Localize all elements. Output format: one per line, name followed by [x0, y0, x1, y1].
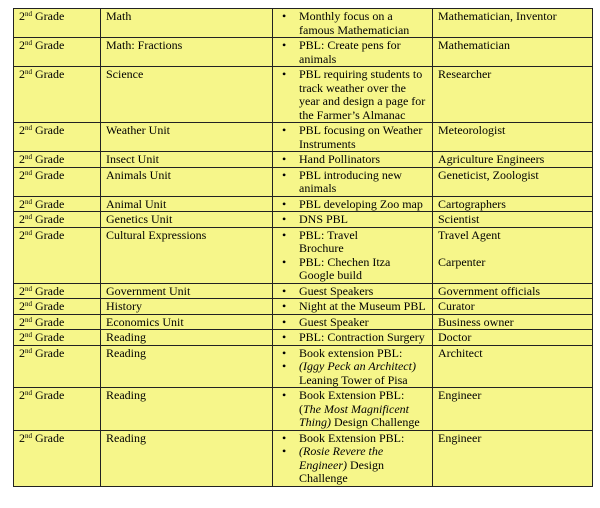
grade-cell [14, 345, 101, 388]
grade-cell [14, 430, 101, 486]
activity-item [278, 213, 428, 227]
grade-number: 2 [19, 212, 25, 226]
subject-cell: Math: Fractions [101, 38, 273, 67]
grade-cell [14, 9, 101, 38]
grade-number: 2 [19, 330, 25, 344]
occupation-cell [433, 152, 593, 168]
grade-suffix: nd [25, 124, 32, 132]
occupation-text: Architect [438, 345, 483, 360]
activity-list [278, 124, 428, 151]
activity-item [278, 285, 428, 299]
book-title: The Most Magnificent Thing) [299, 401, 409, 429]
occupation-text: Carpenter [438, 254, 486, 269]
grade-cell [14, 299, 101, 315]
activity-item [278, 153, 428, 167]
occupation-cell [433, 67, 593, 123]
grade-suffix: nd [25, 213, 32, 221]
activity-text: Brochure [299, 241, 344, 255]
grade-number: 2 [19, 167, 25, 182]
activity-cell [273, 9, 433, 38]
activity-text: Guest Speakers [299, 283, 374, 298]
occupation-text: Doctor [438, 330, 472, 344]
activity-cell [273, 152, 433, 168]
activity-cell [273, 196, 433, 212]
table-row [14, 67, 593, 123]
occupation-cell [433, 212, 593, 228]
activity-item [278, 198, 428, 212]
activity-suffix: Design Challenge [331, 415, 420, 429]
activity-text: PBL developing Zoo map [299, 196, 423, 211]
grade-cell [14, 167, 101, 196]
grade-suffix: nd [25, 331, 32, 339]
activity-cell [273, 314, 433, 330]
occupation-text: Engineer [438, 388, 482, 402]
activity-cell [273, 283, 433, 299]
grade-cell [14, 38, 101, 67]
occupation-cell [433, 388, 593, 431]
subject-cell: Genetics Unit [101, 212, 273, 228]
activity-cell [273, 227, 433, 283]
activity-list [278, 153, 428, 167]
activity-item [278, 403, 428, 430]
subject-cell: Animals Unit [101, 167, 273, 196]
grade-word: Grade [32, 430, 65, 445]
grade-word: Grade [32, 283, 65, 298]
subject-cell: Reading [101, 330, 273, 346]
subject-cell: Science [101, 67, 273, 123]
table-row [14, 330, 593, 346]
activity-list [278, 347, 428, 388]
activity-item [278, 10, 428, 37]
subject-cell: Math [101, 9, 273, 38]
activity-cell [273, 38, 433, 67]
grade-number: 2 [19, 38, 25, 52]
activity-cell [273, 167, 433, 196]
activity-text: PBL introducing new animals [299, 167, 402, 195]
activity-list [278, 198, 428, 212]
grade-suffix: nd [25, 284, 32, 293]
occupation-cell [433, 167, 593, 196]
table-row [14, 167, 593, 196]
subject-cell: Government Unit [101, 283, 273, 299]
activity-item [278, 229, 428, 243]
occupation-spacer [438, 242, 588, 256]
table-row [14, 430, 593, 486]
grade-number: 2 [19, 152, 25, 166]
activity-item [278, 256, 428, 283]
grade-cell [14, 67, 101, 123]
subject-cell: Cultural Expressions [101, 227, 273, 283]
activity-list [278, 432, 428, 486]
activity-text: PBL focusing on Weather Instruments [299, 123, 423, 151]
activity-cell [273, 212, 433, 228]
activity-cell [273, 123, 433, 152]
activity-suffix: Leaning Tower of Pisa [299, 372, 408, 387]
activity-list [278, 285, 428, 299]
occupation-cell [433, 123, 593, 152]
occupation-text: Cartographers [438, 196, 506, 211]
subject-cell: Economics Unit [101, 314, 273, 330]
activity-text: Hand Pollinators [299, 152, 380, 166]
subject-cell: Insect Unit [101, 152, 273, 168]
activity-cell [273, 430, 433, 486]
activity-item [278, 347, 428, 361]
activity-text: PBL: Chechen Itza Google build [299, 254, 391, 282]
activity-list [278, 213, 428, 227]
activity-item [278, 432, 428, 446]
book-title: (Iggy Peck an Architect) [299, 359, 416, 373]
occupation-text: Engineer [438, 430, 482, 445]
grade-suffix: nd [25, 300, 32, 308]
activity-text: Night at the Museum PBL [299, 299, 426, 313]
table-row [14, 388, 593, 431]
grade-cell [14, 227, 101, 283]
occupation-text: Geneticist, Zoologist [438, 167, 539, 182]
grade-cell [14, 330, 101, 346]
activity-item [278, 39, 428, 66]
activity-text: DNS PBL [299, 212, 349, 226]
grade-number: 2 [19, 388, 25, 402]
activity-list [278, 169, 428, 196]
activity-item [278, 360, 428, 387]
activity-prefix: ( [299, 401, 303, 416]
activity-text: PBL: Contraction Surgery [299, 330, 425, 344]
grade-word: Grade [32, 9, 65, 23]
grade-suffix: nd [25, 197, 32, 206]
occupation-text: Business owner [438, 314, 514, 329]
table-row [14, 299, 593, 315]
grade-cell [14, 314, 101, 330]
activity-cell [273, 67, 433, 123]
grade-word: Grade [32, 167, 65, 182]
grade-number: 2 [19, 283, 25, 298]
curriculum-table [13, 8, 593, 487]
table-row [14, 314, 593, 330]
activity-item [278, 242, 428, 256]
subject-cell: Animal Unit [101, 196, 273, 212]
activity-item [278, 124, 428, 151]
activity-list [278, 68, 428, 122]
occupation-text: Researcher [438, 67, 492, 81]
occupation-cell [433, 283, 593, 299]
activity-list [278, 300, 428, 314]
activity-cell [273, 345, 433, 388]
grade-number: 2 [19, 9, 25, 23]
occupation-cell [433, 345, 593, 388]
activity-suffix: Design Challenge [299, 457, 384, 485]
grade-cell [14, 123, 101, 152]
grade-word: Grade [32, 330, 65, 344]
grade-number: 2 [19, 67, 25, 81]
occupation-text: Travel Agent [438, 227, 501, 242]
table-body [14, 9, 593, 487]
grade-word: Grade [32, 152, 65, 166]
occupation-text: Mathematician, Inventor [438, 9, 557, 23]
activity-item [278, 445, 428, 486]
grade-cell [14, 212, 101, 228]
grade-suffix: nd [25, 389, 32, 397]
table-row [14, 283, 593, 299]
grade-word: Grade [32, 212, 65, 226]
grade-number: 2 [19, 345, 25, 360]
activity-item [278, 316, 428, 330]
table-row [14, 345, 593, 388]
grade-number: 2 [19, 299, 25, 313]
grade-word: Grade [32, 388, 65, 402]
grade-word: Grade [32, 227, 65, 242]
grade-word: Grade [32, 38, 65, 52]
occupation-text: Scientist [438, 212, 480, 226]
occupation-cell [433, 430, 593, 486]
grade-suffix: nd [25, 153, 32, 161]
table-row [14, 196, 593, 212]
activity-item [278, 169, 428, 196]
activity-cell [273, 330, 433, 346]
occupation-cell [433, 314, 593, 330]
occupation-text: Government officials [438, 283, 541, 298]
grade-cell [14, 196, 101, 212]
grade-suffix: nd [25, 10, 32, 18]
occupation-cell [433, 227, 593, 283]
grade-suffix: nd [25, 346, 32, 355]
grade-word: Grade [32, 196, 65, 211]
activity-item [278, 68, 428, 122]
occupation-cell [433, 9, 593, 38]
grade-cell [14, 283, 101, 299]
activity-cell [273, 299, 433, 315]
grade-word: Grade [32, 123, 65, 137]
grade-number: 2 [19, 430, 25, 445]
grade-number: 2 [19, 123, 25, 137]
grade-suffix: nd [25, 228, 32, 237]
grade-cell [14, 152, 101, 168]
subject-cell: History [101, 299, 273, 315]
table-row [14, 152, 593, 168]
occupation-cell [433, 38, 593, 67]
activity-item [278, 389, 428, 403]
grade-word: Grade [32, 67, 65, 81]
activity-text: Monthly focus on a famous Mathematician [299, 9, 410, 37]
occupation-text: Curator [438, 299, 475, 313]
table-row [14, 212, 593, 228]
occupation-cell [433, 196, 593, 212]
grade-suffix: nd [25, 431, 32, 440]
occupation-cell [433, 299, 593, 315]
activity-list [278, 229, 428, 283]
subject-cell: Reading [101, 388, 273, 431]
grade-word: Grade [32, 345, 65, 360]
activity-list [278, 316, 428, 330]
grade-suffix: nd [25, 39, 32, 47]
activity-list [278, 389, 428, 430]
activity-text: Guest Speaker [299, 314, 369, 329]
activity-text: Book extension PBL: [299, 345, 403, 360]
activity-item [278, 300, 428, 314]
occupation-text: Mathematician [438, 38, 510, 52]
activity-item [278, 331, 428, 345]
activity-text: PBL requiring students to track weather over the year and design a page for the Farmer’s Almanac [299, 67, 426, 122]
activity-list [278, 10, 428, 37]
activity-text: PBL: Travel [299, 227, 359, 242]
grade-suffix: nd [25, 168, 32, 177]
occupation-text: Agriculture Engineers [438, 152, 545, 166]
grade-word: Grade [32, 314, 65, 329]
activity-text: Book Extension PBL: [299, 430, 405, 445]
grade-number: 2 [19, 196, 25, 211]
table-row [14, 38, 593, 67]
occupation-text: Meteorologist [438, 123, 506, 137]
grade-suffix: nd [25, 315, 32, 324]
activity-cell [273, 388, 433, 431]
activity-text: PBL: Create pens for animals [299, 38, 401, 66]
subject-cell: Reading [101, 430, 273, 486]
grade-suffix: nd [25, 68, 32, 76]
activity-list [278, 39, 428, 66]
subject-cell: Weather Unit [101, 123, 273, 152]
book-title: (Rosie Revere the Engineer) [299, 444, 384, 472]
grade-number: 2 [19, 314, 25, 329]
table-row [14, 9, 593, 38]
table-row [14, 227, 593, 283]
grade-cell [14, 388, 101, 431]
grade-word: Grade [32, 299, 65, 313]
grade-number: 2 [19, 227, 25, 242]
occupation-cell [433, 330, 593, 346]
activity-list [278, 331, 428, 345]
activity-text: Book Extension PBL: [299, 388, 405, 402]
table-row [14, 123, 593, 152]
subject-cell: Reading [101, 345, 273, 388]
